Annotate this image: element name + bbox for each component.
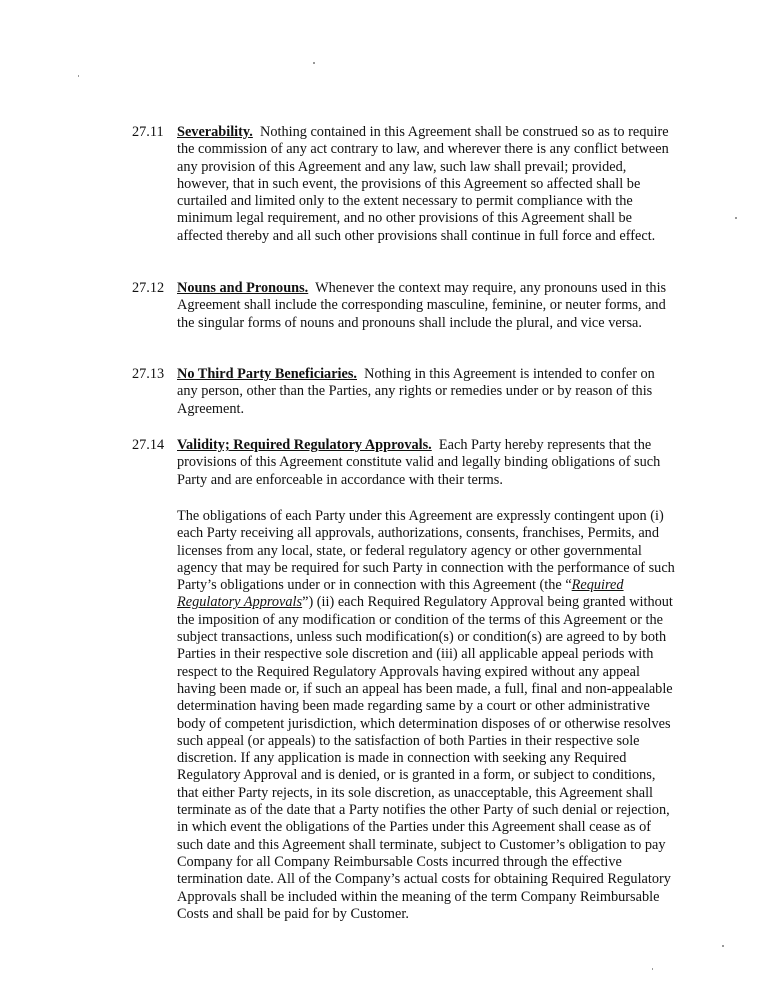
section-text: Each Party hereby represents that the provisions of this Agreement constitute valid and legally binding obligations of such Party and are enforceable in accordance with their terms. (177, 437, 661, 488)
section-27-13 (132, 366, 677, 418)
section-heading: No Third Party Beneficiaries. (177, 366, 358, 382)
section-text: Nothing in this Agreement is intended to confer on any person, other than the Parties, any rights or remedies under or by reason of this Agreement. (177, 366, 655, 417)
section-27-12 (132, 280, 677, 332)
section-number: 27.11 (132, 124, 164, 140)
section-heading: Validity; Required Regulatory Approvals. (177, 437, 432, 453)
section-body (177, 437, 677, 489)
scan-speck (722, 945, 724, 947)
defined-term: Required Regulatory Approvals (177, 577, 624, 611)
scan-speck (735, 217, 737, 219)
section-body (177, 366, 677, 418)
section-text: Whenever the context may require, any pronouns used in this Agreement shall include the corresponding masculine, feminine, or neuter forms, and the singular forms of nouns and pronouns shall include the plural, and vice versa. (177, 280, 667, 331)
scan-speck (313, 62, 315, 64)
section-27-11 (132, 124, 677, 245)
scan-speck (78, 75, 79, 77)
section-number: 27.13 (132, 366, 165, 382)
section-body (177, 124, 677, 245)
section-heading: Nouns and Pronouns. (177, 280, 309, 296)
section-text: Nothing contained in this Agreement shall be construed so as to require the commission of any act contrary to law, and wherever there is any conflict between any provision of this Agreement and any law, such law shall prevail; provided, however, that in such event, the provisions of this Agreement so affected shall be curtailed and limited only to the extent necessary to permit compliance with the minimum legal requirement, and no other provisions of this Agreement shall be affected thereby and all such other provisions shall continue in full force and effect. (177, 124, 669, 244)
paragraph-text-before: The obligations of each Party under this Agreement are expressly contingent upon (i) each Party receiving all approvals, authorizations, consents, franchises, Permits, and licenses from any local, state, or federal regulatory agency or other governmental agency that may be required for such Party in connection with the performance of such Party’s obligations under or in connection with this Agreement (the “ (177, 508, 675, 594)
section-27-14-paragraph-2 (177, 508, 677, 923)
scan-speck (652, 968, 653, 970)
section-heading: Severability. (177, 124, 253, 140)
section-body (177, 280, 677, 332)
section-27-14 (132, 437, 677, 489)
section-number: 27.14 (132, 437, 165, 453)
section-number: 27.12 (132, 280, 165, 296)
paragraph-text-after: ”) (ii) each Required Regulatory Approval being granted without the imposition of any modification or condition of the terms of this Agreement or the subject transactions, unless such modification(s) or condition(s) are agreed to by both Parties in their respective sole discretion and (iii) all applicable appeal periods with respect to the Required Regulatory Approvals having expired without any appeal having been made or, if such an appeal has been made, a full, final and non-appealable determination having been made regarding same by a court or other administrative body of competent jurisdiction, which determination disposes of or otherwise resolves such appeal (or appeals) to the satisfaction of both Parties in their respective sole discretion. If any application is made in connection with seeking any Required Regulatory Approval and is denied, or is granted in a form, or subject to conditions, that either Party rejects, in its sole discretion, as unacceptable, this Agreement shall terminate as of the date that a Party notifies the other Party of such denial or rejection, in which event the obligations of the Parties under this Agreement shall cease as of such date and this Agreement shall terminate, subject to Customer’s obligation to pay Company for all Company Reimbursable Costs incurred through the effective termination date. All of the Company’s actual costs for obtaining Required Regulatory Approvals shall be included within the meaning of the term Company Reimbursable Costs and shall be paid for by Customer. (177, 594, 673, 922)
